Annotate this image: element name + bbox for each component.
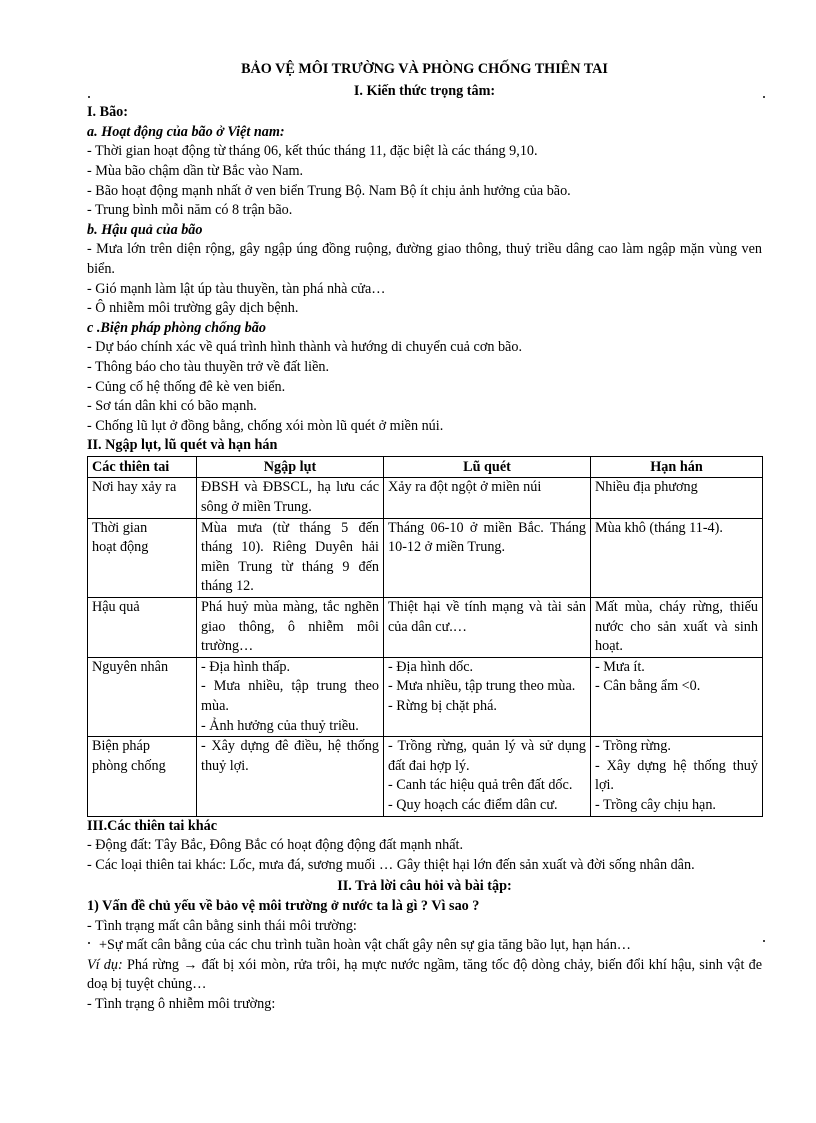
list-item: - Bão hoạt động mạnh nhất ở ven biển Trung Bộ. Nam Bộ ít chịu ảnh hưởng của bão. [87, 182, 571, 199]
cell-line: - Trồng cây chịu hạn. [595, 796, 716, 813]
cell-line: - Địa hình thấp. [201, 658, 291, 675]
section-other-disasters-heading: III.Các thiên tai khác [87, 817, 218, 834]
table-row [88, 518, 763, 597]
table-row [88, 737, 763, 816]
disaster-table [87, 456, 763, 817]
section-bao-heading: I. Bão: [87, 104, 128, 121]
table-header: Hạn hán [591, 456, 763, 478]
list-item: - Dự báo chính xác về quá trình hình thành và hướng di chuyển cuả cơn bão. [87, 339, 522, 356]
table-cell [384, 478, 591, 518]
cell-line: Nhiều địa phương [595, 479, 698, 496]
cell-line: Xảy ra đột ngột ở miền núi [388, 479, 542, 496]
table-header: Ngập lụt [197, 456, 384, 478]
table-header: Các thiên tai [88, 456, 197, 478]
list-item: - Các loại thiên tai khác: Lốc, mưa đá, sương muối … Gây thiệt hại lớn đến sản xuất và đời sống nhân dân. [87, 856, 695, 873]
cell-line: Phá huỷ mùa màng, tắc nghẽn giao thông, ô nhiễm môi trường… [201, 599, 379, 655]
list-item: - Động đất: Tây Bắc, Đông Bắc có hoạt động động đất mạnh nhất. [87, 837, 464, 854]
table-cell [197, 737, 384, 816]
list-item: - Trung bình mỗi năm có 8 trận bão. [87, 202, 293, 219]
table-cell [197, 518, 384, 597]
document-title: BẢO VỆ MÔI TRƯỜNG VÀ PHÒNG CHỐNG THIÊN TAI [241, 61, 608, 77]
table-cell [197, 598, 384, 658]
scan-dot [763, 96, 765, 98]
table-row [88, 657, 763, 736]
cell-line: Mất mùa, cháy rừng, thiếu nước cho sản xuất và sinh hoạt. [595, 599, 758, 655]
table-cell [591, 478, 763, 518]
cell-line: - Xây dựng đê điều, hệ thống thuỷ lợi. [201, 738, 379, 774]
cell-line: - Trồng rừng. [595, 738, 671, 755]
example-label: Ví dụ: [87, 956, 123, 973]
cell-line: - Mưa nhiều, tập trung theo mùa. [201, 678, 379, 714]
subsection-a-heading: a. Hoạt động của bão ở Việt nam: [87, 123, 285, 140]
answer-line: +Sự mất cân bằng của các chu trình tuần hoàn vật chất gây nên sự gia tăng bão lụt, hạn hán… [99, 937, 631, 954]
table-row-label: Biện pháp phòng chống [88, 737, 197, 816]
table-cell [197, 657, 384, 736]
cell-line: ĐBSH và ĐBSCL, hạ lưu các sông ở miền Trung. [201, 479, 379, 516]
cell-line: - Mưa nhiều, tập trung theo mùa. [388, 678, 576, 695]
table-cell [384, 518, 591, 597]
cell-line: - Quy hoạch các điểm dân cư. [388, 796, 558, 813]
cell-line: Thiệt hại về tính mạng và tài sản của dân cư.… [388, 599, 586, 635]
example-line [87, 956, 762, 995]
table-cell [384, 737, 591, 816]
table-row-label: Thời gian hoạt động [88, 518, 197, 597]
cell-line: - Trồng rừng, quản lý và sử dụng đất đai hợp lý. [388, 738, 586, 774]
example-text: Phá rừng → đất bị xói mòn, rửa trôi, hạ mực nước ngầm, tăng tốc độ dòng chảy, biến đổi khí hậu, sinh vật đe doạ bị tuyệt chủng… [87, 956, 762, 993]
table-cell [197, 478, 384, 518]
table-header-row [88, 456, 763, 478]
cell-line: - Rừng bị chặt phá. [388, 698, 497, 714]
list-item: - Chống lũ lụt ở đồng bằng, chống xói mòn lũ quét ở miền núi. [87, 417, 444, 434]
list-item: - Củng cố hệ thống đê kè ven biển. [87, 378, 286, 395]
list-item: - Thông báo cho tàu thuyền trở về đất liền. [87, 358, 330, 375]
table-row-label: Hậu quả [88, 598, 197, 658]
subsection-b-heading: b. Hậu quả của bão [87, 221, 203, 238]
table-cell [591, 657, 763, 736]
subsection-c-heading: c .Biện pháp phòng chống bão [87, 319, 266, 336]
list-item: - Thời gian hoạt động từ tháng 06, kết thúc tháng 11, đặc biệt là các tháng 9,10. [87, 143, 538, 160]
document-subtitle: I. Kiến thức trọng tâm: [353, 82, 496, 99]
section-qa-heading: II. Trả lời câu hỏi và bài tập: [337, 878, 512, 895]
table-cell [384, 657, 591, 736]
cell-line: Mùa mưa (từ tháng 5 đến tháng 10). Riêng Duyên hải miền Trung từ tháng 9 đến tháng 12. [201, 519, 379, 595]
table-row-label: Nguyên nhân [88, 657, 197, 736]
table-cell [384, 598, 591, 658]
question-heading: 1) Vấn đề chủ yếu về bảo vệ môi trường ở nước ta là gì ? Vì sao ? [87, 897, 480, 914]
list-item: - Gió mạnh làm lật úp tàu thuyền, tàn phá nhà cửa… [87, 280, 386, 297]
cell-line: - Mưa ít. [595, 658, 645, 675]
table-header: Lũ quét [384, 456, 591, 478]
cell-line: - Ảnh hưởng của thuỷ triều. [201, 717, 359, 734]
list-item: - Mưa lớn trên diện rộng, gây ngập úng đồng ruộng, đường giao thông, thuỷ triều dâng cao làm ngập mặn vùng ven biển. [87, 241, 762, 277]
document-page [87, 60, 762, 1015]
list-item: - Ô nhiễm môi trường gây dịch bệnh. [87, 300, 299, 317]
cell-line: - Địa hình dốc. [388, 658, 474, 675]
table-row [88, 598, 763, 658]
answer-line: - Tình trạng mất cân bằng sinh thái môi trường: [87, 917, 357, 934]
cell-line: Tháng 06-10 ở miền Bắc. Tháng 10-12 ở miền Trung. [388, 519, 586, 556]
cell-line: - Canh tác hiệu quả trên đất dốc. [388, 777, 573, 794]
answer-line: - Tình trạng ô nhiễm môi trường: [87, 995, 276, 1012]
table-cell [591, 518, 763, 597]
table-cell [591, 598, 763, 658]
table-cell [591, 737, 763, 816]
cell-line: - Cân bằng ẩm <0. [595, 678, 701, 695]
table-row-label: Nơi hay xảy ra [88, 478, 197, 518]
table-row [88, 478, 763, 518]
cell-line: Mùa khô (tháng 11-4). [595, 519, 723, 536]
list-item: - Mùa bão chậm dần từ Bắc vào Nam. [87, 162, 304, 179]
cell-line: - Xây dựng hệ thống thuỷ lợi. [595, 757, 758, 794]
list-item: - Sơ tán dân khi có bão mạnh. [87, 398, 257, 415]
scan-dot [763, 940, 765, 942]
section-ngap-lut-heading: II. Ngập lụt, lũ quét và hạn hán [87, 437, 278, 454]
